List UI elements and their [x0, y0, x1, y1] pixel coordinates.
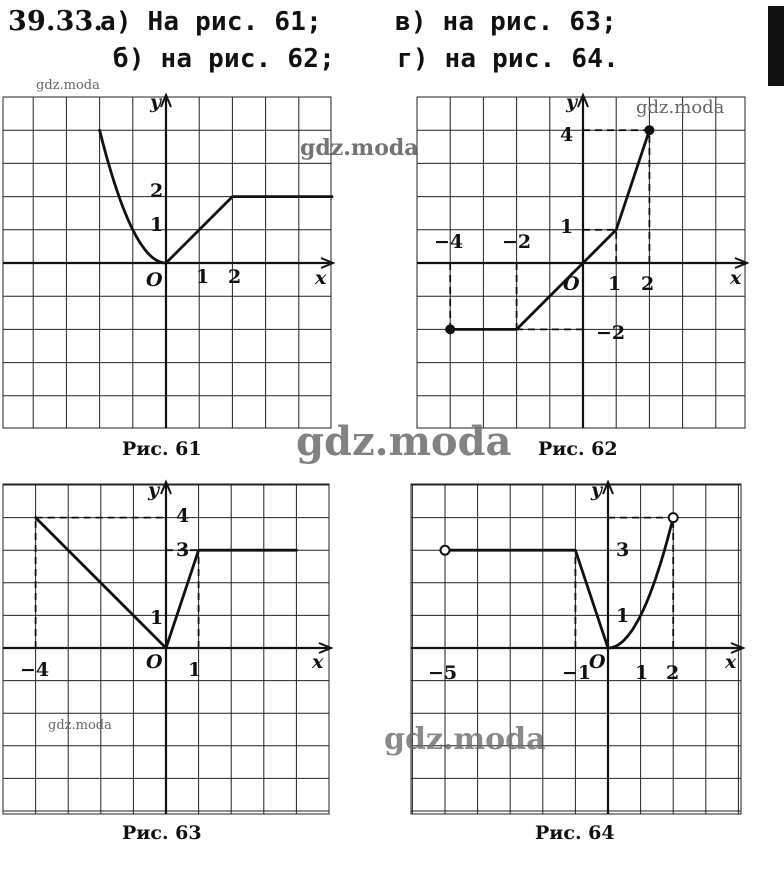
- fig62-closed-point: [445, 324, 455, 334]
- fig63-origin-label: O: [146, 651, 163, 673]
- fig64-open-point: [669, 513, 678, 522]
- fig61-x-label: x: [315, 267, 327, 289]
- figure-61: [3, 91, 333, 428]
- fig62-origin-label: O: [563, 273, 580, 295]
- fig61-y-tick-label: 2: [150, 180, 164, 202]
- fig62-y-tick-label: 1: [560, 216, 574, 238]
- fig61-x-tick-label: 2: [228, 266, 242, 288]
- fig62-y-tick-label: 4: [560, 124, 574, 146]
- fig64-y-tick-label: 3: [616, 539, 630, 561]
- fig64-x-tick-label: −5: [428, 662, 458, 684]
- fig63-y-tick-label: 3: [176, 539, 190, 561]
- fig61-y-tick-label: 1: [150, 214, 164, 236]
- caption-fig-62: Рис. 62: [538, 438, 618, 460]
- caption-fig-61: Рис. 61: [122, 438, 202, 460]
- item-g: г) на рис. 64.: [397, 44, 619, 74]
- fig61-x-tick-label: 1: [196, 266, 210, 288]
- fig63-y-tick-label: 4: [176, 505, 190, 527]
- watermark-fig63: gdz.moda: [48, 718, 112, 733]
- figure-63: [3, 479, 331, 814]
- fig64-x-label: x: [725, 651, 737, 673]
- fig64-polyline: [445, 550, 608, 648]
- fig64-x-tick-label: 2: [666, 662, 680, 684]
- item-b: б) на рис. 62;: [113, 44, 335, 74]
- fig62-closed-point: [644, 125, 654, 135]
- fig62-x-tick-label: 1: [608, 273, 622, 295]
- fig63-x-tick-label: −4: [20, 659, 50, 681]
- figure-64: [411, 479, 743, 814]
- fig63-y-tick-label: 1: [150, 607, 164, 629]
- fig64-open-point: [441, 546, 450, 555]
- fig62-x-tick-label: −4: [434, 231, 464, 253]
- item-a: а) На рис. 61;: [100, 7, 322, 37]
- fig64-y-label: y: [591, 479, 603, 501]
- watermark-top-left: gdz.moda: [36, 78, 100, 93]
- figure-62: [417, 91, 747, 428]
- fig63-x-label: x: [312, 651, 324, 673]
- fig62-x-label: x: [730, 267, 742, 289]
- fig62-y-label: y: [566, 91, 578, 113]
- fig62-y-tick-label: −2: [596, 322, 626, 344]
- fig64-y-tick-label: 1: [616, 605, 630, 627]
- watermark-fig61: gdz.moda: [300, 135, 419, 161]
- fig62-x-tick-label: −2: [502, 231, 532, 253]
- fig63-y-label: y: [148, 479, 160, 501]
- fig64-x-tick-label: 1: [635, 662, 649, 684]
- caption-fig-64: Рис. 64: [535, 822, 615, 844]
- fig61-y-label: y: [150, 91, 162, 113]
- fig64-x-tick-label: −1: [562, 662, 592, 684]
- fig61-origin-label: O: [146, 269, 163, 291]
- problem-number: 39.33.: [8, 6, 104, 37]
- fig63-x-tick-label: 1: [188, 659, 202, 681]
- caption-fig-63: Рис. 63: [122, 822, 202, 844]
- fig62-x-tick-label: 2: [641, 273, 655, 295]
- watermark-fig64: gdz.moda: [384, 722, 546, 757]
- watermark-center: gdz.moda: [296, 418, 512, 465]
- item-v: в) на рис. 63;: [395, 7, 617, 37]
- fig64-origin-label: O: [589, 651, 606, 673]
- watermark-fig62: gdz.moda: [636, 97, 725, 118]
